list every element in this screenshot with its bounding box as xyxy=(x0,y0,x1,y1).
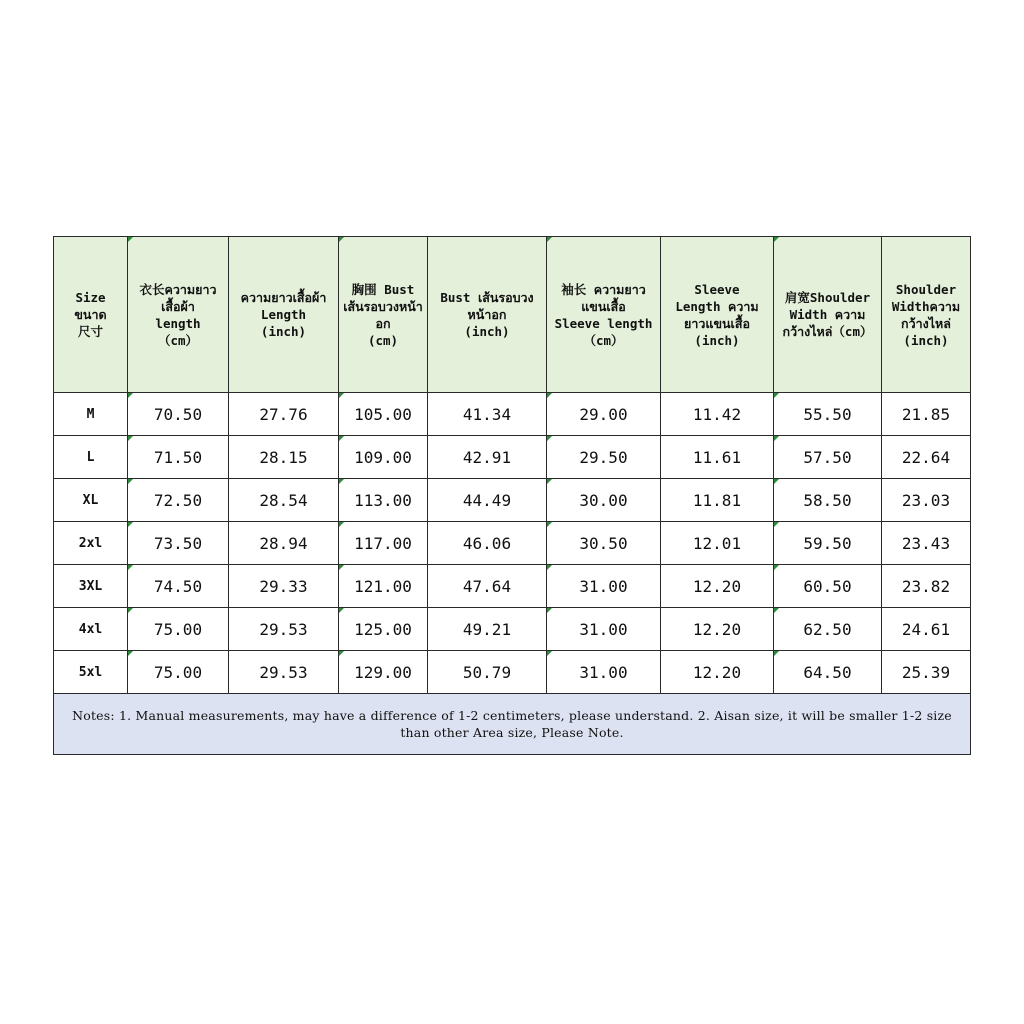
length-inch-cell: 29.33 xyxy=(229,565,339,608)
header-size xyxy=(54,237,128,393)
shoulder-inch-cell: 22.64 xyxy=(882,436,971,479)
bust-inch-cell: 46.06 xyxy=(428,522,547,565)
header-sleeve-inch-line: ยาวแขนเสื้อ xyxy=(684,315,750,331)
header-length-cm-line: （cm） xyxy=(157,332,199,348)
sleeve-inch-cell: 11.42 xyxy=(661,393,774,436)
size-cell: 3XL xyxy=(54,565,128,608)
shoulder-cm-cell: 64.50 xyxy=(774,651,882,694)
sleeve-inch-cell: 12.20 xyxy=(661,608,774,651)
header-length-inch-line: Length xyxy=(260,307,307,322)
header-bust-cm-line: อก xyxy=(375,315,391,331)
header-shoulder-cm xyxy=(774,237,882,393)
header-size-line: ขนาด xyxy=(74,307,107,322)
header-size-line: 尺寸 xyxy=(77,324,103,339)
sleeve-cm-cell: 31.00 xyxy=(547,565,661,608)
header-length-inch-line: ความยาวเสื้อผ้า xyxy=(240,290,327,305)
header-length-inch-line: (inch) xyxy=(260,324,307,339)
length-cm-cell: 72.50 xyxy=(128,479,229,522)
bust-inch-cell: 50.79 xyxy=(428,651,547,694)
header-shoulder-inch-line: (inch) xyxy=(903,332,949,348)
length-inch-cell: 28.15 xyxy=(229,436,339,479)
bust-inch-cell: 49.21 xyxy=(428,608,547,651)
header-bust-inch-line: หน้าอก xyxy=(467,307,507,322)
bust-inch-cell: 42.91 xyxy=(428,436,547,479)
length-inch-cell: 28.54 xyxy=(229,479,339,522)
bust-cm-cell: 113.00 xyxy=(339,479,428,522)
table-row xyxy=(54,436,971,479)
size-cell: 2xl xyxy=(54,522,128,565)
length-inch-cell: 29.53 xyxy=(229,651,339,694)
header-shoulder-inch-line: กว้างไหล่ xyxy=(901,315,951,331)
sleeve-inch-cell: 12.20 xyxy=(661,565,774,608)
length-cm-cell: 75.00 xyxy=(128,608,229,651)
shoulder-inch-cell: 23.03 xyxy=(882,479,971,522)
shoulder-inch-cell: 21.85 xyxy=(882,393,971,436)
header-sleeve-inch-line: Sleeve xyxy=(694,281,740,297)
shoulder-cm-cell: 58.50 xyxy=(774,479,882,522)
bust-cm-cell: 105.00 xyxy=(339,393,428,436)
length-cm-cell: 70.50 xyxy=(128,393,229,436)
header-length-cm-line: 衣长ความยาว xyxy=(139,281,217,297)
header-bust-inch-line: Bust เส้นรอบวง xyxy=(440,290,534,305)
header-sleeve-inch-line: Length ความ xyxy=(675,298,759,314)
shoulder-cm-cell: 55.50 xyxy=(774,393,882,436)
header-length-cm-line: เสื้อผ้า xyxy=(161,298,195,314)
table-row xyxy=(54,608,971,651)
bust-cm-cell: 125.00 xyxy=(339,608,428,651)
header-shoulder-inch-line: Widthความ xyxy=(891,298,961,314)
size-cell: 4xl xyxy=(54,608,128,651)
header-sleeve-cm-line: 袖长 ความยาว xyxy=(561,281,646,297)
length-cm-cell: 73.50 xyxy=(128,522,229,565)
size-cell: M xyxy=(54,393,128,436)
header-sleeve-inch-line: (inch) xyxy=(694,332,740,348)
bust-cm-cell: 121.00 xyxy=(339,565,428,608)
header-length-cm-line: length xyxy=(155,315,201,331)
header-bust-inch-line: (inch) xyxy=(464,324,510,339)
bust-inch-cell: 47.64 xyxy=(428,565,547,608)
length-inch-cell: 28.94 xyxy=(229,522,339,565)
header-length-cm xyxy=(128,237,229,393)
table-row xyxy=(54,393,971,436)
shoulder-inch-cell: 23.82 xyxy=(882,565,971,608)
header-shoulder-cm-line: กว้างไหล่（cm） xyxy=(782,324,873,339)
shoulder-inch-cell: 23.43 xyxy=(882,522,971,565)
shoulder-cm-cell: 59.50 xyxy=(774,522,882,565)
shoulder-inch-cell: 25.39 xyxy=(882,651,971,694)
size-cell: L xyxy=(54,436,128,479)
sleeve-cm-cell: 30.50 xyxy=(547,522,661,565)
header-size-line: Size xyxy=(75,290,106,305)
table-row xyxy=(54,479,971,522)
size-cell: 5xl xyxy=(54,651,128,694)
shoulder-cm-cell: 57.50 xyxy=(774,436,882,479)
length-cm-cell: 75.00 xyxy=(128,651,229,694)
sleeve-inch-cell: 11.81 xyxy=(661,479,774,522)
header-bust-cm-line: เส้นรอบวงหน้า xyxy=(343,298,423,314)
header-row xyxy=(54,237,971,393)
table-row xyxy=(54,522,971,565)
shoulder-cm-cell: 60.50 xyxy=(774,565,882,608)
table-row xyxy=(54,565,971,608)
header-sleeve-inch xyxy=(661,237,774,393)
length-inch-cell: 29.53 xyxy=(229,608,339,651)
sleeve-cm-cell: 31.00 xyxy=(547,608,661,651)
bust-inch-cell: 44.49 xyxy=(428,479,547,522)
sleeve-cm-cell: 30.00 xyxy=(547,479,661,522)
header-shoulder-inch-line: Shoulder xyxy=(895,281,957,297)
header-sleeve-cm-line: แขนเสื้อ xyxy=(581,298,626,314)
header-bust-cm-line: (cm) xyxy=(367,332,399,348)
sleeve-inch-cell: 11.61 xyxy=(661,436,774,479)
size-chart-table xyxy=(53,236,971,755)
header-length-inch xyxy=(229,237,339,393)
notes-row xyxy=(54,694,971,755)
header-shoulder-cm-line: Width ความ xyxy=(789,307,866,322)
sleeve-cm-cell: 29.50 xyxy=(547,436,661,479)
bust-cm-cell: 109.00 xyxy=(339,436,428,479)
sleeve-inch-cell: 12.20 xyxy=(661,651,774,694)
length-cm-cell: 74.50 xyxy=(128,565,229,608)
header-sleeve-cm xyxy=(547,237,661,393)
bust-inch-cell: 41.34 xyxy=(428,393,547,436)
notes-text: Notes: 1. Manual measurements, may have a difference of 1-2 centimeters, please understand. 2. Aisan size, it will be smaller 1-2 size than other Area size, Please Note. xyxy=(54,694,971,755)
size-cell: XL xyxy=(54,479,128,522)
length-cm-cell: 71.50 xyxy=(128,436,229,479)
sleeve-cm-cell: 29.00 xyxy=(547,393,661,436)
header-sleeve-cm-line: Sleeve length xyxy=(554,315,653,331)
header-bust-cm-line: 胸围 Bust xyxy=(351,281,415,297)
header-bust-inch xyxy=(428,237,547,393)
sleeve-inch-cell: 12.01 xyxy=(661,522,774,565)
bust-cm-cell: 129.00 xyxy=(339,651,428,694)
header-sleeve-cm-line: （cm） xyxy=(583,332,624,348)
sleeve-cm-cell: 31.00 xyxy=(547,651,661,694)
bust-cm-cell: 117.00 xyxy=(339,522,428,565)
header-shoulder-inch xyxy=(882,237,971,393)
shoulder-cm-cell: 62.50 xyxy=(774,608,882,651)
length-inch-cell: 27.76 xyxy=(229,393,339,436)
header-shoulder-cm-line: 肩宽Shoulder xyxy=(784,290,871,305)
header-bust-cm xyxy=(339,237,428,393)
table-row xyxy=(54,651,971,694)
shoulder-inch-cell: 24.61 xyxy=(882,608,971,651)
